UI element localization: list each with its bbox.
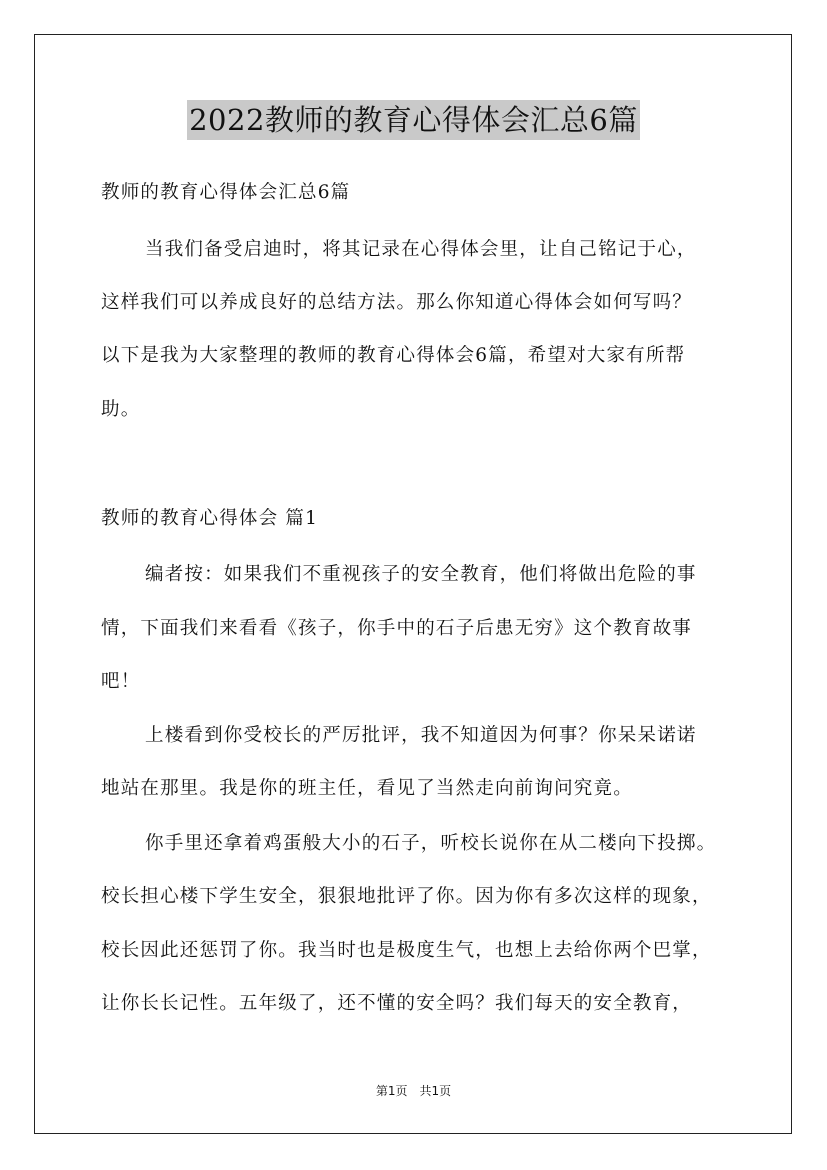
title-wrap: [0, 100, 827, 140]
paragraph-line: 以下是我为大家整理的教师的教育心得体会6篇，希望对大家有所帮: [101, 345, 686, 366]
paragraph-line: 让你长长记性。五年级了，还不懂的安全吗？我们每天的安全教育，: [101, 993, 693, 1014]
paragraph-line: 情，下面我们来看看《孩子，你手中的石子后患无穷》这个教育故事: [101, 618, 693, 639]
paragraph-line: 助。: [101, 399, 141, 420]
paragraph-line: 编者按：如果我们不重视孩子的安全教育，他们将做出危险的事: [145, 564, 697, 585]
section-heading: 教师的教育心得体会 篇1: [101, 508, 319, 529]
paragraph-line: 校长因此还惩罚了你。我当时也是极度生气，也想上去给你两个巴掌，: [101, 940, 712, 961]
paragraph-line: 这样我们可以养成良好的总结方法。那么你知道心得体会如何写吗？: [101, 292, 693, 313]
paragraph-line: 当我们备受启迪时，将其记录在心得体会里，让自己铭记于心，: [145, 239, 697, 260]
paragraph-line: 你手里还拿着鸡蛋般大小的石子，听校长说你在从二楼向下投掷。: [145, 833, 717, 854]
paragraph-line: 校长担心楼下学生安全，狠狠地批评了你。因为你有多次这样的现象，: [101, 886, 712, 907]
paragraph-line: 上楼看到你受校长的严厉批评，我不知道因为何事？你呆呆诺诺: [145, 725, 697, 746]
page-footer: 第1页 共1页: [375, 1084, 452, 1098]
subtitle-line: 教师的教育心得体会汇总6篇: [101, 182, 351, 203]
paragraph-line: 地站在那里。我是你的班主任，看见了当然走向前询问究竟。: [101, 778, 633, 799]
document-title: 2022教师的教育心得体会汇总6篇: [187, 100, 640, 140]
paragraph-line: 吧！: [101, 671, 141, 692]
